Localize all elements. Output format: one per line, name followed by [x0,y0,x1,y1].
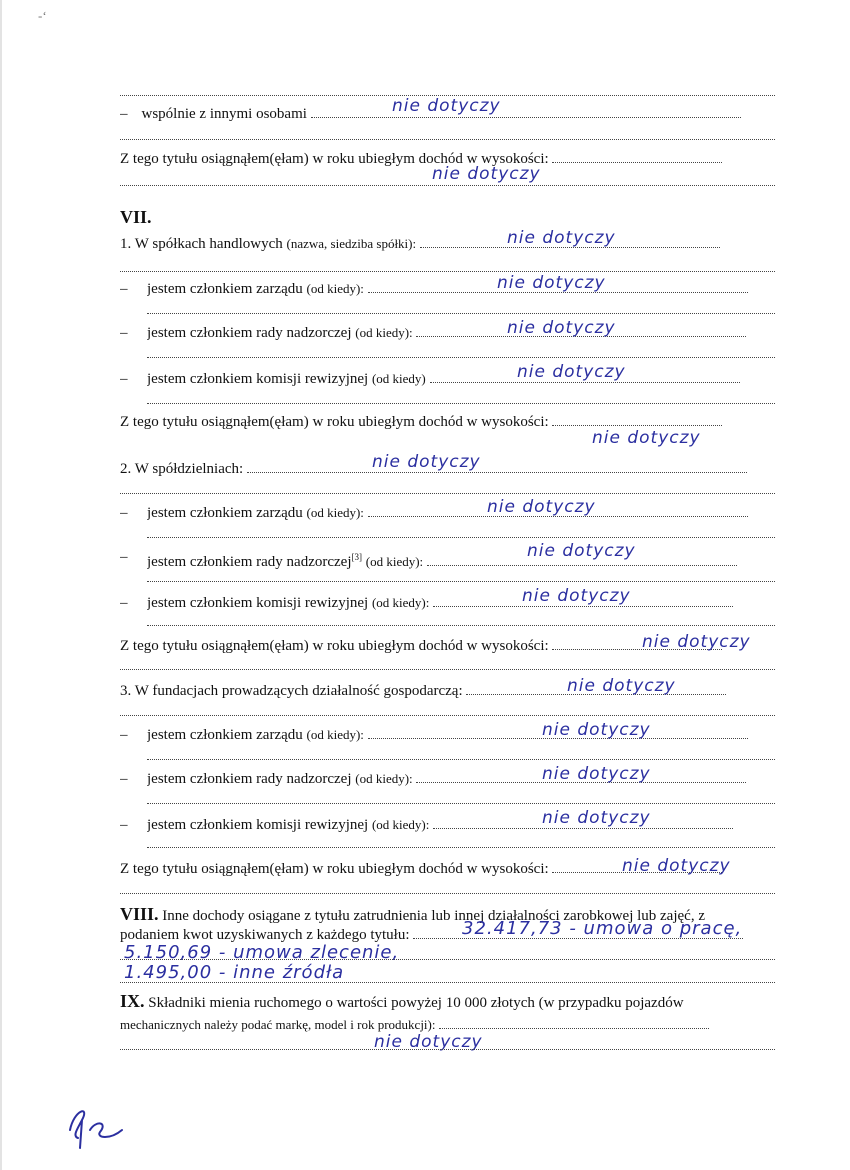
handwriting: nie dotyczy [374,1032,483,1052]
viii-line2: podaniem kwot uzyskiwanych z każdego tytułu: [120,926,775,944]
viii-line1: VIII. Inne dochody osiągane z tytułu zatrudnienia lub innej działalności zarobkowej lub zajęć, z [120,905,705,924]
dash: – [120,771,128,787]
section-ix-title: IX. [120,992,145,1011]
handwriting: nie dotyczy [592,428,701,448]
dotted-line [147,758,775,760]
dotted-line [120,1048,775,1050]
dotted-line [147,312,775,314]
vii-p3-line: 3. W fundacjach prowadzących działalność gospodarczą: [120,682,775,700]
dotted-line [147,356,775,358]
vii-p2-komisja-line: jestem członkiem komisji rewizyjnej (od kiedy): [147,594,775,612]
handwriting: nie dotyczy [392,96,501,116]
wspolnie-label: wspólnie z innymi osobami [141,106,307,122]
vii-p1-rada-line: jestem członkiem rady nadzorczej (od kiedy): [147,324,775,342]
dash: – [120,281,128,297]
dotted-line [120,492,775,494]
dash: – [120,549,128,565]
section-vii-title: VII. [120,207,152,227]
dotted-line [120,668,775,670]
dotted-line [147,802,775,804]
dash: – [120,371,128,387]
handwriting: nie dotyczy [507,228,616,248]
handwriting: nie dotyczy [567,676,676,696]
vii-p2-income-line: Z tego tytułu osiągnąłem(ęłam) w roku ubiegłym dochód w wysokości: [120,637,775,655]
handwriting: nie dotyczy [497,273,606,293]
vii-p3-zarzad-line: jestem członkiem zarządu (od kiedy): [147,726,775,744]
dotted-line [120,270,775,272]
dotted-line [120,892,775,894]
margin-mark: -ʻ [38,8,47,23]
vii-p3-rada-line: jestem członkiem rady nadzorczej (od kiedy): [147,770,775,788]
handwriting: 5.150,69 - umowa zlecenie, [124,942,400,963]
vii-p1-line: 1. W spółkach handlowych (nazwa, siedziba spółki): [120,235,775,253]
dotted-line [120,138,775,140]
handwriting: nie dotyczy [542,720,651,740]
dotted-line [120,714,775,716]
vii-p3-income-line: Z tego tytułu osiągnąłem(ęłam) w roku ubiegłym dochód w wysokości: [120,860,775,878]
ix-line2: mechanicznych należy podać markę, model i rok produkcji): [120,1016,775,1034]
vii-p2-rada-line: jestem członkiem rady nadzorczej[3] (od kiedy): [147,548,775,571]
dotted-line [147,624,775,626]
handwriting: nie dotyczy [522,586,631,606]
handwriting: nie dotyczy [542,808,651,828]
vii-p1-zarzad-line: jestem członkiem zarządu (od kiedy): [147,280,775,298]
dash: – [120,817,128,833]
handwriting: nie dotyczy [372,452,481,472]
vii-p1-income-line: Z tego tytułu osiągnąłem(ęłam) w roku ubiegłym dochód w wysokości: [120,413,775,431]
vii-p2-line: 2. W spółdzielniach: [120,460,775,478]
dotted-line [120,958,775,960]
handwriting: nie dotyczy [527,541,636,561]
vii-p2-zarzad-line: jestem członkiem zarządu (od kiedy): [147,504,775,522]
handwriting: nie dotyczy [622,856,731,876]
dotted-line [147,580,775,582]
handwriting: nie dotyczy [517,362,626,382]
handwriting: nie dotyczy [487,497,596,517]
handwriting: nie dotyczy [542,764,651,784]
handwriting: nie dotyczy [432,164,541,184]
dash: – [120,727,128,743]
income-line: Z tego tytułu osiągnąłem(ęłam) w roku ubiegłym dochód w wysokości: [120,150,775,168]
dotted-line [120,981,775,983]
dotted-line [147,402,775,404]
handwriting: nie dotyczy [642,632,751,652]
dash: – [120,595,128,611]
signature-initials [60,1100,130,1150]
dotted-line [147,536,775,538]
dash: – [120,325,128,341]
ix-line1: IX. Składniki mienia ruchomego o wartości powyżej 10 000 złotych (w przypadku pojazdów [120,992,684,1011]
dotted-line [147,846,775,848]
vii-p1-komisja-line: jestem członkiem komisji rewizyjnej (od kiedy) [147,370,775,388]
wspolnie-line: – wspólnie z innymi osobami [120,105,775,123]
dotted-line [120,184,775,186]
handwriting: 1.495,00 - inne źródła [124,962,345,983]
handwriting: nie dotyczy [507,318,616,338]
dash: – [120,505,128,521]
section-viii-title: VIII. [120,905,159,924]
handwriting: 32.417,73 - umowa o pracę, [462,918,743,939]
vii-p3-komisja-line: jestem członkiem komisji rewizyjnej (od kiedy): [147,816,775,834]
